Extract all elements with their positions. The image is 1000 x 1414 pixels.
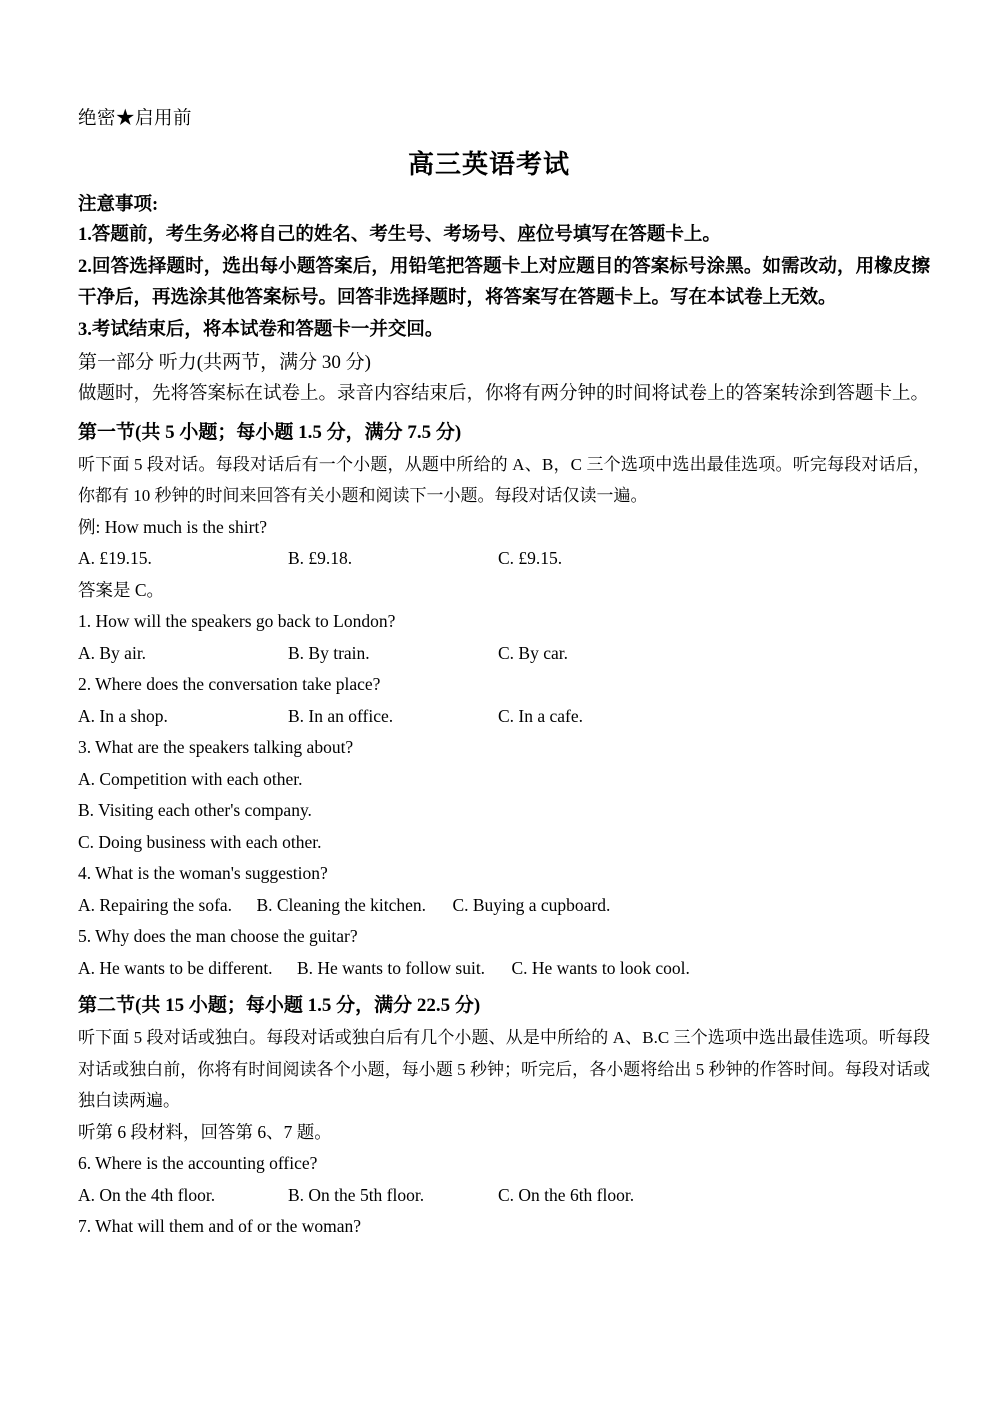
question-5-stem: 5. Why does the man choose the guitar? (78, 926, 358, 946)
example-options (78, 543, 930, 575)
question-4-stem: 4. What is the woman's suggestion? (78, 863, 328, 883)
section-two-instructions: 听下面 5 段对话或独白。每段对话或独白后有几个小题、从是中所给的 A、B.C 三个选项中选出最佳选项。听每段对话或独白前，你将有时间阅读各个小题，每小题 5 秒钟；听完后，各小题将给出 5 秒钟的作答时间。每段对话或独白读两遍。 (78, 1028, 930, 1110)
part-one-heading: 第一部分 听力(共两节，满分 30 分) (78, 352, 371, 373)
classified-marker: 绝密★启用前 (78, 109, 193, 129)
option-b[interactable]: B. On the 5th floor. (288, 1184, 425, 1205)
example-answer: 答案是 C。 (78, 579, 165, 600)
section-two-material-note: 听第 6 段材料，回答第 6、7 题。 (78, 1121, 332, 1142)
section-one-instructions: 听下面 5 段对话。每段对话后有一个小题，从题中所给的 A、B，C 三个选项中选出最佳选项。听完每段对话后，你都有 10 秒钟的时间来回答有关小题和阅读下一小题。每段对话仅读一遍。 (78, 454, 930, 505)
question-2-options (78, 701, 930, 733)
question-5-options (78, 953, 930, 985)
option-a[interactable]: A. He wants to be different. (78, 957, 273, 978)
option-c[interactable]: C. In a cafe. (498, 705, 584, 726)
question-1-options (78, 638, 930, 670)
document-content (78, 106, 930, 1243)
option-a[interactable]: A. In a shop. (78, 705, 168, 726)
option-c[interactable]: C. He wants to look cool. (511, 957, 690, 978)
option-c[interactable]: C. £9.15. (498, 548, 563, 568)
option-c[interactable]: C. On the 6th floor. (498, 1184, 635, 1205)
option-b[interactable]: B. £9.18. (288, 548, 353, 568)
question-3-option-a[interactable]: A. Competition with each other. (78, 768, 303, 789)
notice-item-2: 2.回答选择题时，选出每小题答案后，用铅笔把答题卡上对应题目的答案标号涂黑。如需改动，用橡皮擦干净后，再选涂其他答案标号。回答非选择题时，将答案写在答题卡上。写在本试卷上无效。 (78, 256, 930, 308)
question-3-option-c[interactable]: C. Doing business with each other. (78, 831, 322, 852)
page-title: 高三英语考试 (407, 150, 570, 179)
option-b[interactable]: B. Cleaning the kitchen. (256, 894, 427, 915)
question-2-stem: 2. Where does the conversation take place? (78, 674, 381, 694)
question-4-options (78, 890, 930, 922)
option-b[interactable]: B. In an office. (288, 705, 394, 726)
section-two-heading: 第二节(共 15 小题；每小题 1.5 分，满分 22.5 分) (78, 995, 481, 1016)
notice-item-3: 3.考试结束后，将本试卷和答题卡一并交回。 (78, 319, 444, 340)
option-b[interactable]: B. By train. (288, 642, 370, 663)
question-3-option-b[interactable]: B. Visiting each other's company. (78, 800, 312, 820)
option-c[interactable]: C. By car. (498, 642, 568, 663)
question-7-stem: 7. What will them and of or the woman? (78, 1216, 362, 1236)
section-one-heading: 第一节(共 5 小题；每小题 1.5 分，满分 7.5 分) (78, 421, 462, 443)
question-1-stem: 1. How will the speakers go back to London? (78, 611, 396, 631)
example-stem: 例: How much is the shirt? (78, 516, 268, 537)
option-c[interactable]: C. Buying a cupboard. (452, 894, 611, 915)
part-one-note: 做题时，先将答案标在试卷上。录音内容结束后，你将有两分钟的时间将试卷上的答案转涂到答题卡上。 (78, 384, 930, 404)
question-6-stem: 6. Where is the accounting office? (78, 1153, 318, 1173)
option-a[interactable]: A. £19.15. (78, 548, 152, 568)
option-b[interactable]: B. He wants to follow suit. (296, 957, 486, 978)
question-6-options (78, 1180, 930, 1212)
option-a[interactable]: A. By air. (78, 642, 147, 663)
option-a[interactable]: A. On the 4th floor. (78, 1184, 216, 1205)
notice-heading: 注意事项: (78, 195, 159, 215)
option-a[interactable]: A. Repairing the sofa. (78, 894, 233, 915)
notice-item-1: 1.答题前，考生务必将自己的姓名、考生号、考场号、座位号填写在答题卡上。 (78, 225, 721, 245)
question-3-stem: 3. What are the speakers talking about? (78, 737, 354, 757)
